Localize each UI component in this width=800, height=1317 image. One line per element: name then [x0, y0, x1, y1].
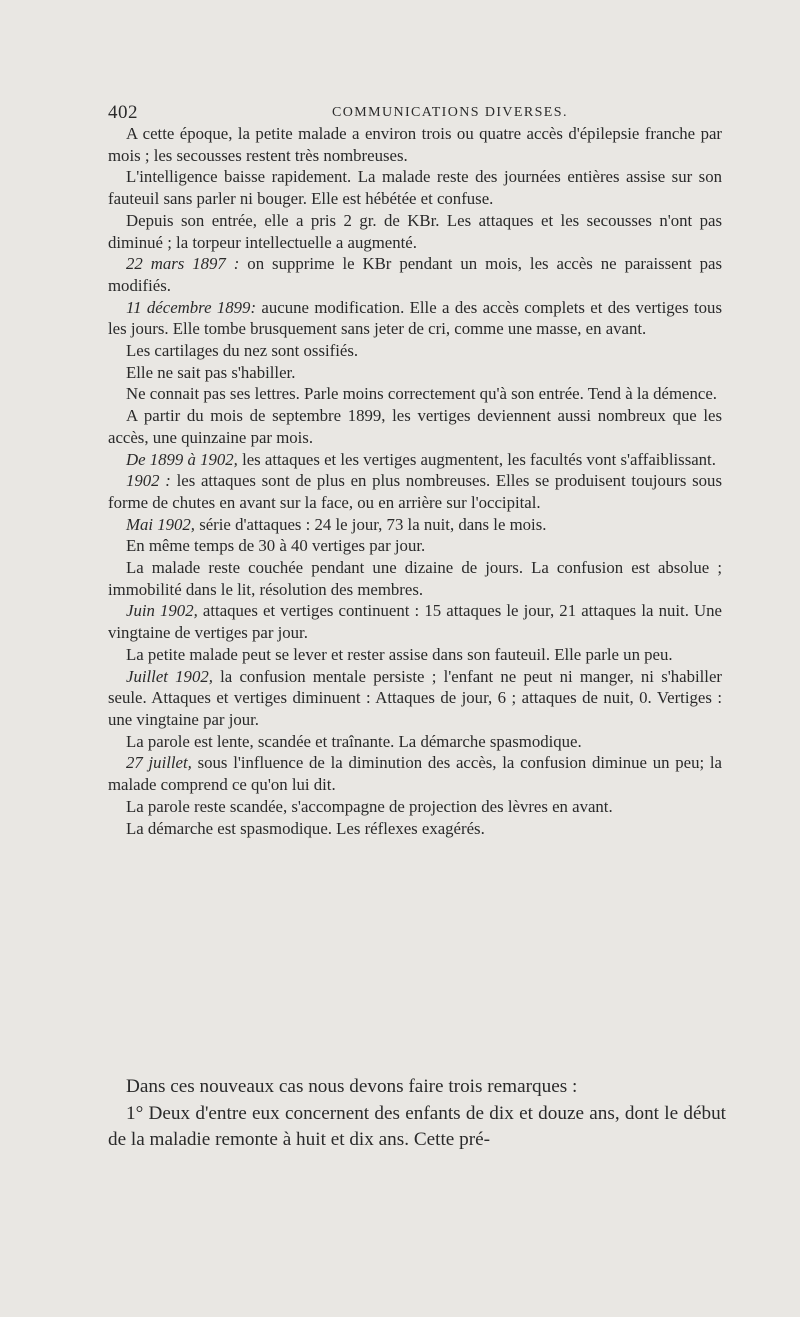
paragraph: [108, 731, 722, 753]
paragraph: [108, 383, 722, 405]
paragraph-text: on supprime le KBr pendant un mois, les accès ne paraissent pas modifiés.: [108, 254, 722, 295]
paragraph: [108, 557, 722, 600]
paragraph: [108, 600, 722, 643]
paragraph-text: La parole est lente, scandée et traînante. La démarche spasmodique.: [126, 731, 582, 751]
paragraph: [108, 752, 722, 795]
paragraph: [108, 818, 722, 840]
paragraph: [108, 166, 722, 209]
paragraph-text: série d'attaques : 24 le jour, 73 la nuit, dans le mois.: [195, 514, 547, 534]
paragraph: [108, 340, 722, 362]
paragraph-text: La parole reste scandée, s'accompagne de projection des lèvres en avant.: [126, 796, 613, 816]
remark-paragraph: Dans ces nouveaux cas nous devons faire trois remarques :: [126, 1076, 578, 1097]
paragraph: [108, 470, 722, 513]
paragraph: [108, 405, 722, 448]
paragraph: [108, 253, 722, 296]
paragraph: [108, 123, 722, 166]
paragraph: [108, 535, 722, 557]
date-lead: 27 juillet,: [126, 753, 192, 773]
paragraph-text: La malade reste couchée pendant une dizaine de jours. La confusion est absolue ; immobilité dans le lit, résolution des membres.: [108, 558, 722, 599]
paragraph-text: La démarche est spasmodique. Les réflexes exagérés.: [126, 818, 485, 838]
paragraph-text: attaques et vertiges continuent : 15 attaques le jour, 21 attaques la nuit. Une vingtaine de vertiges par jour.: [108, 601, 722, 643]
date-lead: Mai 1902,: [126, 514, 195, 534]
date-lead: Juillet 1902,: [126, 666, 213, 686]
paragraph-text: Ne connait pas ses lettres. Parle moins correctement qu'à son entrée. Tend à la démence.: [126, 384, 717, 404]
date-lead: Juin 1902,: [126, 601, 198, 621]
date-lead: 22 mars 1897 :: [126, 254, 240, 274]
running-head: COMMUNICATIONS DIVERSES.: [332, 105, 568, 120]
paragraph: [108, 796, 722, 818]
paragraph-text: A partir du mois de septembre 1899, les vertiges deviennent aussi nombreux que les accès, une quinzaine par mois.: [108, 406, 722, 447]
paragraph-text: La petite malade peut se lever et rester assise dans son fauteuil. Elle parle un peu.: [126, 644, 673, 664]
paragraph-text: sous l'influence de la diminution des accès, la confusion diminue un peu; la malade comprend ce qu'on lui dit.: [108, 753, 722, 795]
paragraph-text: A cette époque, la petite malade a environ trois ou quatre accès d'épilepsie franche par mois ; les secousses restent très nombreuses.: [108, 124, 722, 165]
paragraph: [108, 644, 722, 666]
paragraph: [108, 297, 722, 340]
case-report-text: [108, 123, 722, 839]
paragraph-text: En même temps de 30 à 40 vertiges par jour.: [126, 536, 426, 556]
paragraph-text: aucune modification. Elle a des accès complets et des vertiges tous les jours. Elle tombe brusquement sans jeter de cri, comme une masse, en avant.: [108, 297, 722, 339]
paragraph-text: Elle ne sait pas s'habiller.: [126, 362, 296, 382]
paragraph: [108, 449, 722, 471]
paragraph-text: L'intelligence baisse rapidement. La malade reste des journées entières assise sur son fauteuil sans parler ni bouger. Elle est hébétée et confuse.: [108, 167, 722, 209]
page-number: 402: [108, 102, 138, 123]
date-lead: De 1899 à 1902,: [126, 449, 238, 469]
paragraph-text: la confusion mentale persiste ; l'enfant ne peut ni manger, ni s'habiller seule. Attaques et vertiges diminuent : Attaques de jour, 6 ; attaques de nuit, 0. Vertiges : une vingtaine par jour.: [108, 666, 723, 729]
paragraph: [108, 514, 722, 536]
paragraph-text: Les cartilages du nez sont ossifiés.: [126, 341, 359, 361]
paragraph-text: Depuis son entrée, elle a pris 2 gr. de KBr. Les attaques et les secousses n'ont pas diminué ; la torpeur intellectuelle a augmenté.: [108, 210, 722, 252]
remarks-section: [108, 1074, 726, 1154]
date-lead: 11 décembre 1899:: [126, 297, 257, 317]
paragraph-text: les attaques et les vertiges augmentent, les facultés vont s'affaiblissant.: [237, 449, 716, 469]
date-lead: 1902 :: [126, 471, 171, 491]
paragraph: [108, 666, 722, 731]
paragraph: [108, 362, 722, 384]
paragraph-text: les attaques sont de plus en plus nombreuses. Elles se produisent toujours sous forme de chutes en avant sur la face, ou en arrière sur l'occipital.: [108, 471, 722, 512]
paragraph: [108, 210, 722, 253]
remark-paragraph: 1° Deux d'entre eux concernent des enfants de dix et douze ans, dont le début de la maladie remonte à huit et dix ans. Cette pré-: [108, 1102, 726, 1150]
